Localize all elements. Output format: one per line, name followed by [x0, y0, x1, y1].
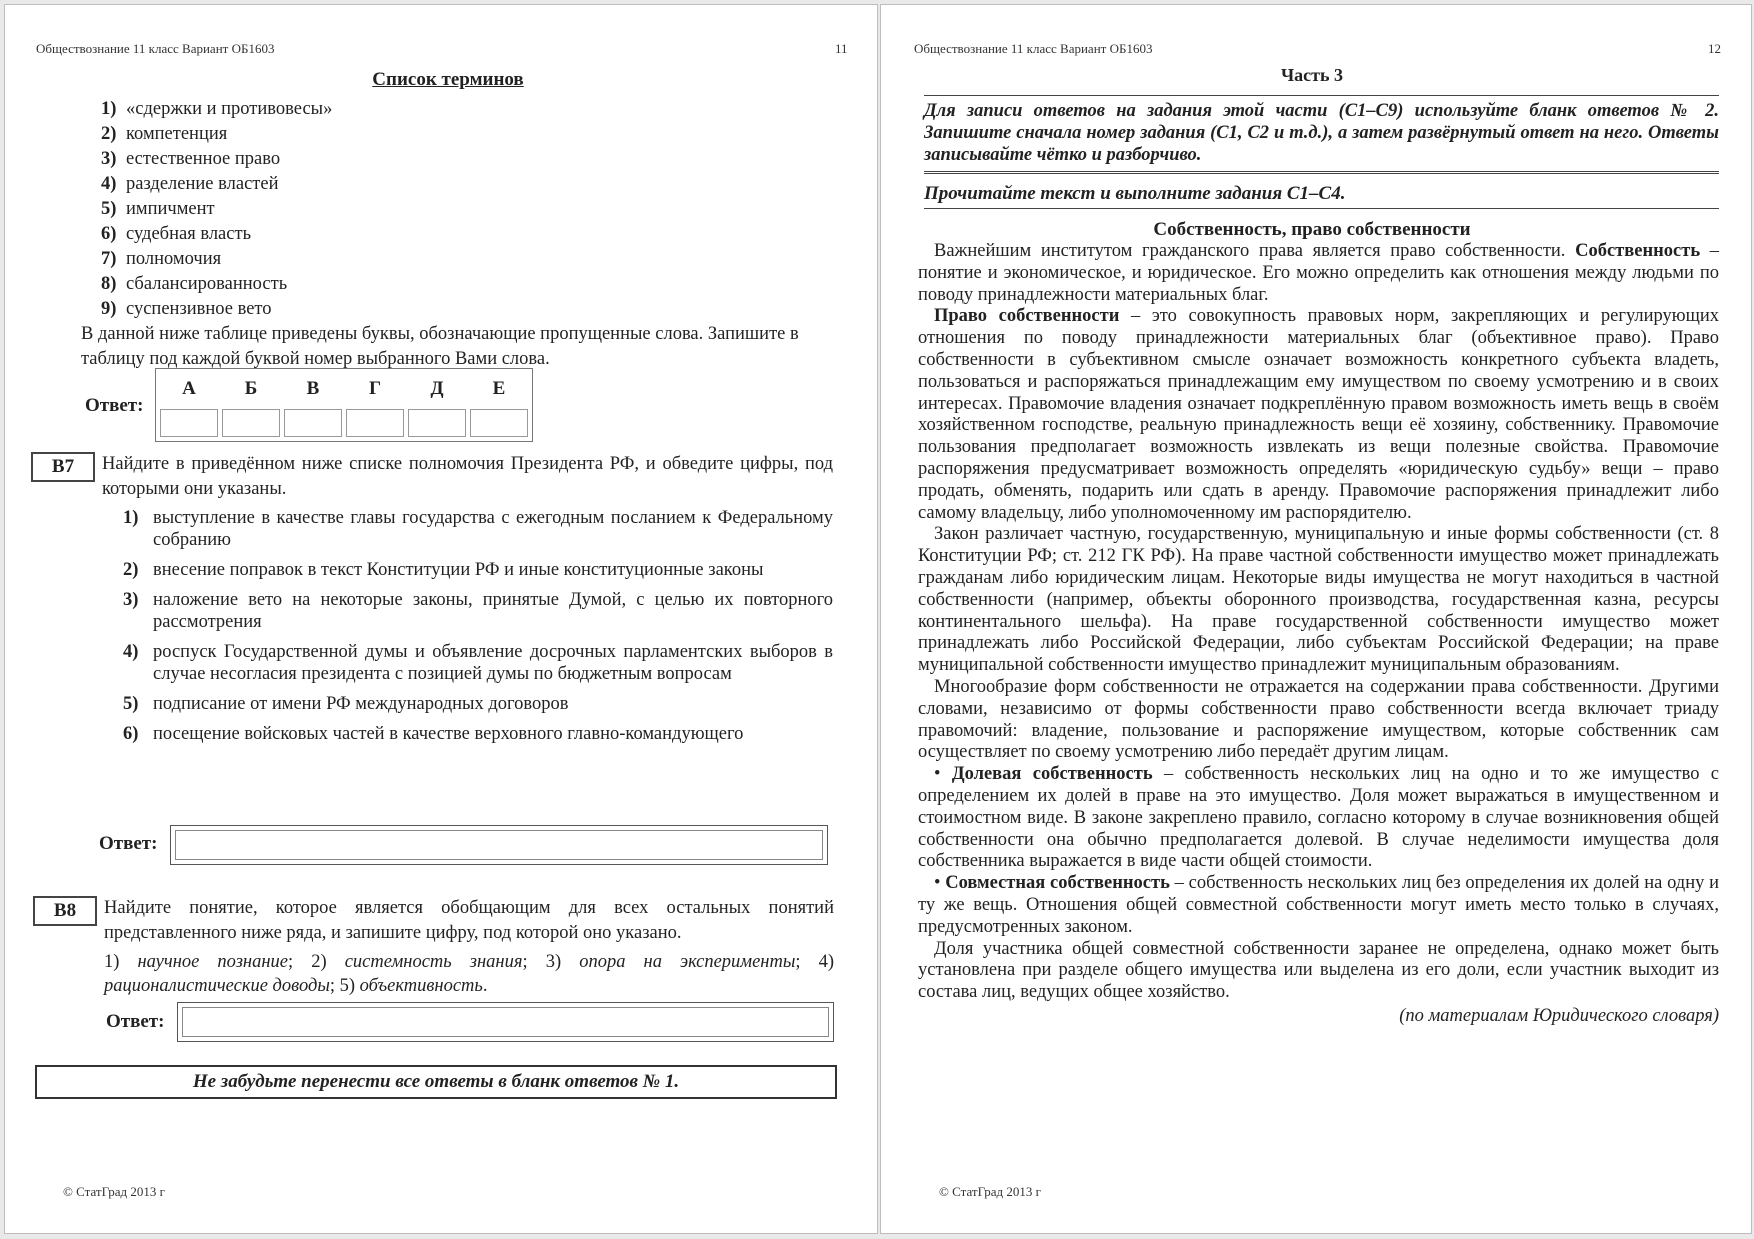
b8-option-number: 5) [339, 976, 356, 996]
b8-answer-field[interactable] [177, 1002, 834, 1042]
b7-option-number: 3) [123, 590, 139, 610]
article-paragraph [918, 764, 1719, 873]
b8-answer-label: Ответ: [106, 1011, 165, 1032]
task-b7-question: Найдите в приведённом ниже списке полномочия Президента РФ, и обведите цифры, под которыми они указаны. [102, 454, 833, 499]
term-bold: Право собственности [934, 306, 1120, 327]
b8-option-text: системность знания [344, 952, 523, 972]
term-text: сбалансированность [126, 274, 288, 294]
page-footer: © СтатГрад 2013 г [63, 1184, 165, 1199]
term-text: «сдержки и противовесы» [126, 99, 333, 119]
b7-option [123, 559, 833, 581]
task-b7-options [123, 507, 833, 753]
page-header: Обществознание 11 класс Вариант ОБ1603 [914, 41, 1153, 56]
paragraph-text: – собственность нескольких лиц на одно и то же имущество с определением их долей в праве на это имущество. Доля может выражаться в имущественном и стоимостном виде. В законе закреплено правило, согласно которому в случае возникновения общей собственности она обычно предполагается долевой. В случае неделимости имущества доля собственника выражается в виде части общей стоимости. [918, 764, 1720, 872]
term-item [101, 122, 332, 147]
task-b8-options [104, 950, 834, 998]
b7-option [123, 641, 833, 685]
task-b7-badge: В7 [31, 452, 95, 482]
b7-answer-label: Ответ: [99, 833, 158, 854]
b8-option-text: рационалистические доводы [104, 976, 330, 996]
b7-answer-field[interactable] [170, 825, 828, 865]
b7-option [123, 589, 833, 633]
b7-option [123, 507, 833, 551]
term-number: 2) [101, 124, 117, 144]
paragraph-text: Доля участника общей совместной собственности заранее не определена, однако может быть установлена при разделе общего имущества или выделена из его доли, если участник выходит из состава лиц, ведущих общее хозяйство. [918, 938, 1719, 1003]
answer-cell[interactable] [346, 409, 404, 437]
term-item [101, 272, 332, 297]
term-number: 3) [101, 149, 117, 169]
left-page [4, 4, 878, 1234]
page-number: 12 [1708, 41, 1721, 56]
part-instruction: Для записи ответов на задания этой части (С1–С9) используйте бланк ответов № 2. Запишите сначала номер задания (С1, С2 и т.д.), а затем развёрнутый ответ на него. Ответы записывайте чётко и разборчиво. [924, 95, 1719, 174]
answer-cell[interactable] [408, 409, 466, 437]
b7-option-number: 2) [123, 560, 139, 580]
term-item [101, 222, 332, 247]
article-paragraph [918, 873, 1719, 938]
b8-option [104, 952, 311, 972]
term-item [101, 172, 332, 197]
term-item [101, 247, 332, 272]
term-item [101, 197, 332, 222]
b7-option-text: подписание от имени РФ международных договоров [153, 694, 569, 714]
term-text: импичмент [126, 199, 215, 219]
term-number: 5) [101, 199, 117, 219]
b7-option-text: выступление в качестве главы государства с ежегодным посланием к Федеральному собранию [153, 508, 833, 550]
b7-option-number: 1) [123, 508, 139, 528]
b8-option-number: 3) [545, 952, 562, 972]
term-text: суспензивное вето [126, 299, 272, 319]
b7-option-number: 6) [123, 724, 139, 744]
answer-cell[interactable] [284, 409, 342, 437]
article-paragraph [918, 524, 1719, 677]
paragraph-text: – это совокупность правовых норм, закрепляющих и регулирующих отношения по поводу принадлежности материальных благ (объективное право). Право собственности в субъективном смысле означает возможность конкретного субъекта владеть, пользоваться и распоряжаться принадлежащим ему имуществом по своему усмотрению и в своих интересах. Правомочие владения означает подкреплённую правом возможность иметь вещь в своём хозяйственном господстве, реальную принадлежность вещи её хозяину, собственнику. Правомочие пользования предполагает возможность извлекать из вещи полезные свойства. Правомочие распоряжения предусматривает возможность определять «юридическую судьбу» вещи – право продать, обменять, подарить или сдать в аренду. Правомочие распоряжения принадлежит либо самому владельцу, либо уполномоченному им распорядителю. [918, 306, 1719, 523]
b8-option-text: опора на эксперименты [579, 952, 796, 972]
b7-option-text: наложение вето на некоторые законы, принятые Думой, с целью их повторного рассмотрения [153, 590, 833, 632]
b8-option-text: объективность [359, 976, 483, 996]
answer-letter: В [306, 378, 320, 399]
answer-cell[interactable] [222, 409, 280, 437]
article-paragraph [918, 306, 1719, 524]
task-b8-badge: В8 [33, 896, 97, 926]
term-number: 4) [101, 174, 117, 194]
b8-option [546, 952, 819, 972]
b8-option-number: 4) [818, 952, 835, 972]
term-number: 9) [101, 299, 117, 319]
read-instruction: Прочитайте текст и выполните задания С1–С4. [924, 183, 1719, 209]
term-number: 8) [101, 274, 117, 294]
b7-option [123, 693, 833, 715]
term-item [101, 97, 332, 122]
term-number: 6) [101, 224, 117, 244]
paragraph-text: Многообразие форм собственности не отражается на содержании права собственности. Другими словами, независимо от формы собственности право собственности всегда включает триаду правомочий: владение, пользование и распоряжение имуществом, которые собственник сам осуществляет по своему усмотрению либо передаёт другим лицам. [918, 676, 1719, 763]
answer-label: Ответ: [85, 395, 144, 416]
term-number: 7) [101, 249, 117, 269]
b8-option-separator: ; [329, 976, 340, 996]
article-source: (по материалам Юридического словаря) [1399, 1005, 1719, 1026]
term-text: судебная власть [126, 224, 252, 244]
b8-option-separator: ; [522, 952, 546, 972]
transfer-reminder: Не забудьте перенести все ответы в бланк ответов № 1. [35, 1065, 837, 1099]
b8-option-text: научное познание [137, 952, 288, 972]
answer-letter: Г [368, 378, 382, 399]
b7-option-number: 5) [123, 694, 139, 714]
article-title: Собственность, право собственности [1153, 219, 1471, 240]
article-paragraph [918, 241, 1719, 306]
b7-option-text: роспуск Государственной думы и объявление досрочных парламентских выборов в случае несогласия президента с позицией думы по бюджетным вопросам [153, 642, 833, 684]
article-body [918, 241, 1719, 1028]
paragraph-text: Важнейшим институтом гражданского права является право собственности. [934, 241, 1576, 261]
term-text: полномочия [126, 249, 222, 269]
paragraph-text: Закон различает частную, государственную, муниципальную и иные формы собственности (ст. 8 Конституции РФ; ст. 212 ГК РФ). На праве частной собственности имущество может принадлежать гражданам либо юридическим лицам. Некоторые виды имущества не могут находиться в частной собственности (например, объекты оборонного производства, государственная казна, ресурсы континентального шельфа). На праве государственной собственности имущество может принадлежать либо Российской Федерации, либо субъектам Российской Федерации; на праве муниципальной собственности имущество принадлежит муниципальным образованиям. [918, 524, 1719, 676]
b7-option-text: посещение войсковых частей в качестве верховного главно-командующего [153, 724, 744, 744]
term-text: компетенция [126, 124, 228, 144]
b8-option [311, 952, 545, 972]
answer-letter: Б [244, 378, 258, 399]
term-bold: Совместная собственность [945, 873, 1170, 894]
answer-letter: Е [492, 378, 506, 399]
article-paragraph [918, 677, 1719, 764]
b8-option-number: 1) [104, 952, 120, 972]
part-title: Часть 3 [1280, 65, 1344, 85]
term-bold: Собственность [1575, 241, 1701, 261]
b7-option [123, 723, 833, 745]
article-paragraph [918, 939, 1719, 1004]
paragraph-text: – собственность нескольких лиц без определения их долей на одну и ту же вещь. Отношения общей совместной собственности могут иметь место только в случаях, предусмотренных законом. [918, 873, 1720, 937]
b8-option-separator: ; [287, 952, 312, 972]
term-item [101, 297, 332, 322]
answer-cell[interactable] [470, 409, 528, 437]
bullet: • [934, 873, 946, 894]
page-number: 11 [835, 41, 848, 56]
page-header: Обществознание 11 класс Вариант ОБ1603 [36, 41, 275, 56]
b8-option-separator: . [482, 976, 488, 996]
bullet: • [934, 764, 952, 785]
terms-title: Список терминов [372, 69, 524, 90]
b8-option [340, 976, 488, 996]
term-item [101, 147, 332, 172]
paragraph-text: – понятие и экономическое, и юридическое. Его можно определить как отношения между людьми по поводу принадлежности материальных благ. [918, 241, 1720, 305]
page-footer: © СтатГрад 2013 г [939, 1184, 1041, 1199]
b8-option-separator: ; [795, 952, 819, 972]
table-instruction: В данной ниже таблице приведены буквы, обозначающие пропущенные слова. Запишите в таблицу под каждой буквой номер выбранного Вами слова. [81, 324, 799, 369]
term-text: разделение властей [126, 174, 279, 194]
terms-list [101, 97, 332, 322]
answer-letter: А [182, 378, 196, 399]
answer-letter: Д [430, 378, 444, 399]
task-b8-question: Найдите понятие, которое является обобщающим для всех остальных понятий представленного ниже ряда, и запишите цифру, под которой оно указано. [104, 898, 834, 943]
b8-option-number: 2) [311, 952, 327, 972]
right-page [880, 4, 1752, 1234]
b7-option-number: 4) [123, 642, 139, 662]
term-number: 1) [101, 99, 117, 119]
answer-cell[interactable] [160, 409, 218, 437]
term-bold: Долевая собственность [951, 764, 1153, 785]
term-text: естественное право [126, 149, 281, 169]
answer-letters-table [155, 368, 533, 442]
b7-option-text: внесение поправок в текст Конституции РФ и иные конституционные законы [153, 560, 764, 580]
